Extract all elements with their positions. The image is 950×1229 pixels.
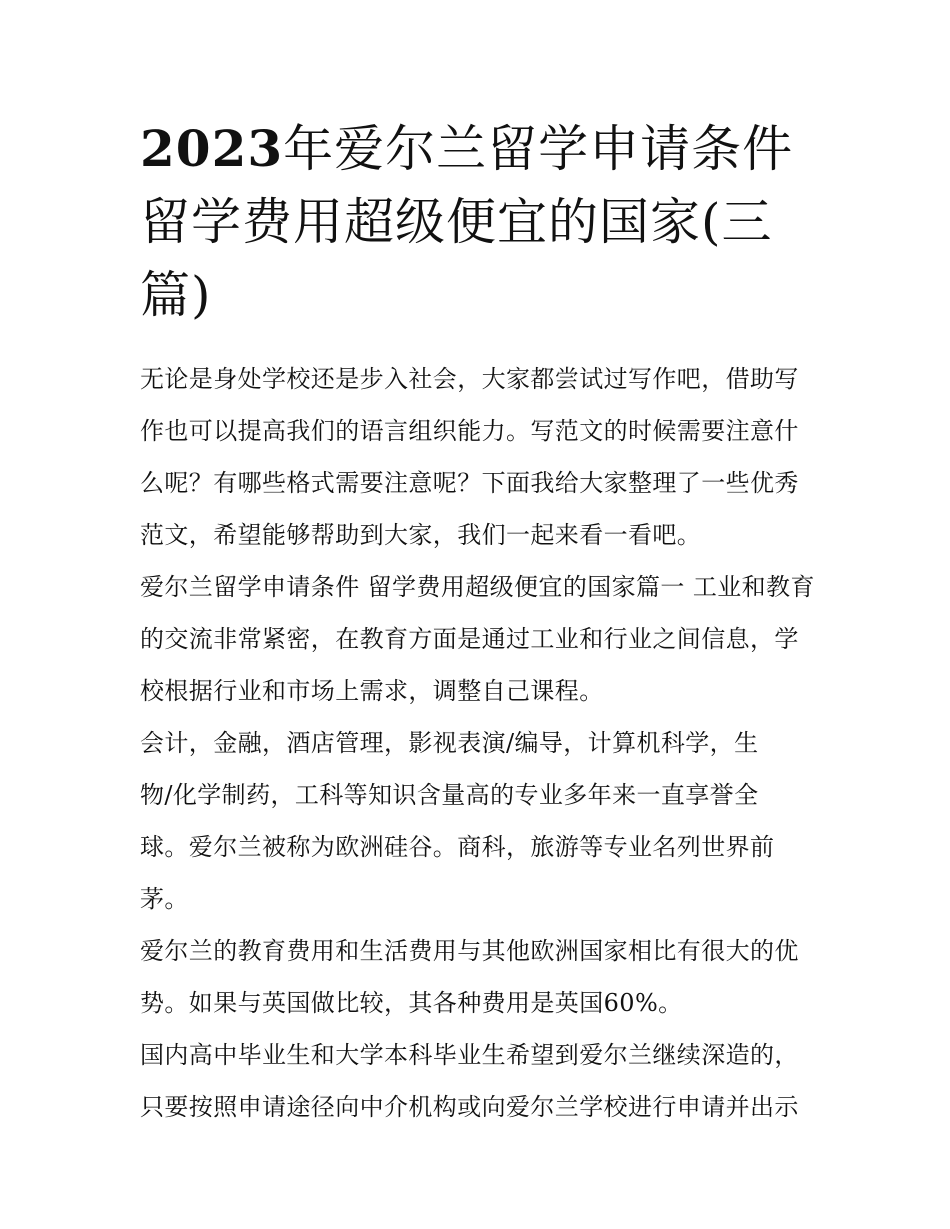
paragraph-section-one: 爱尔兰留学申请条件 留学费用超级便宜的国家篇一 工业和教育的交流非常紧密，在教育方面是通过工业和行业之间信息，学校根据行业和市场上需求，调整自己课程。 [140, 573, 815, 705]
title-year: 2023 [140, 119, 284, 178]
title-text: 年爱尔兰留学申请条件 留学费用超级便宜的国家(三篇) [140, 120, 794, 324]
paragraph-application: 国内高中毕业生和大学本科毕业生希望到爱尔兰继续深造的，只要按照申请途径向中介机构或向爱尔兰学校进行申请并出示 [140, 1041, 799, 1121]
paragraph-costs: 爱尔兰的教育费用和生活费用与其他欧洲国家相比有很大的优势。如果与英国做比较，其各种费用是英国60%。 [140, 937, 799, 1017]
paragraph-intro: 无论是身处学校还是步入社会，大家都尝试过写作吧，借助写作也可以提高我们的语言组织能力。写范文的时候需要注意什么呢？有哪些格式需要注意呢？下面我给大家整理了一些优秀范文，希望能够帮助到大家，我们一起来看一看吧。 [140, 365, 799, 549]
document-body [140, 353, 820, 1133]
document-title [140, 112, 820, 332]
paragraph-majors: 会计，金融，酒店管理，影视表演/编导，计算机科学，生物/化学制药，工科等知识含量高的专业多年来一直享誉全球。爱尔兰被称为欧洲硅谷。商科，旅游等专业名列世界前茅。 [140, 729, 775, 913]
